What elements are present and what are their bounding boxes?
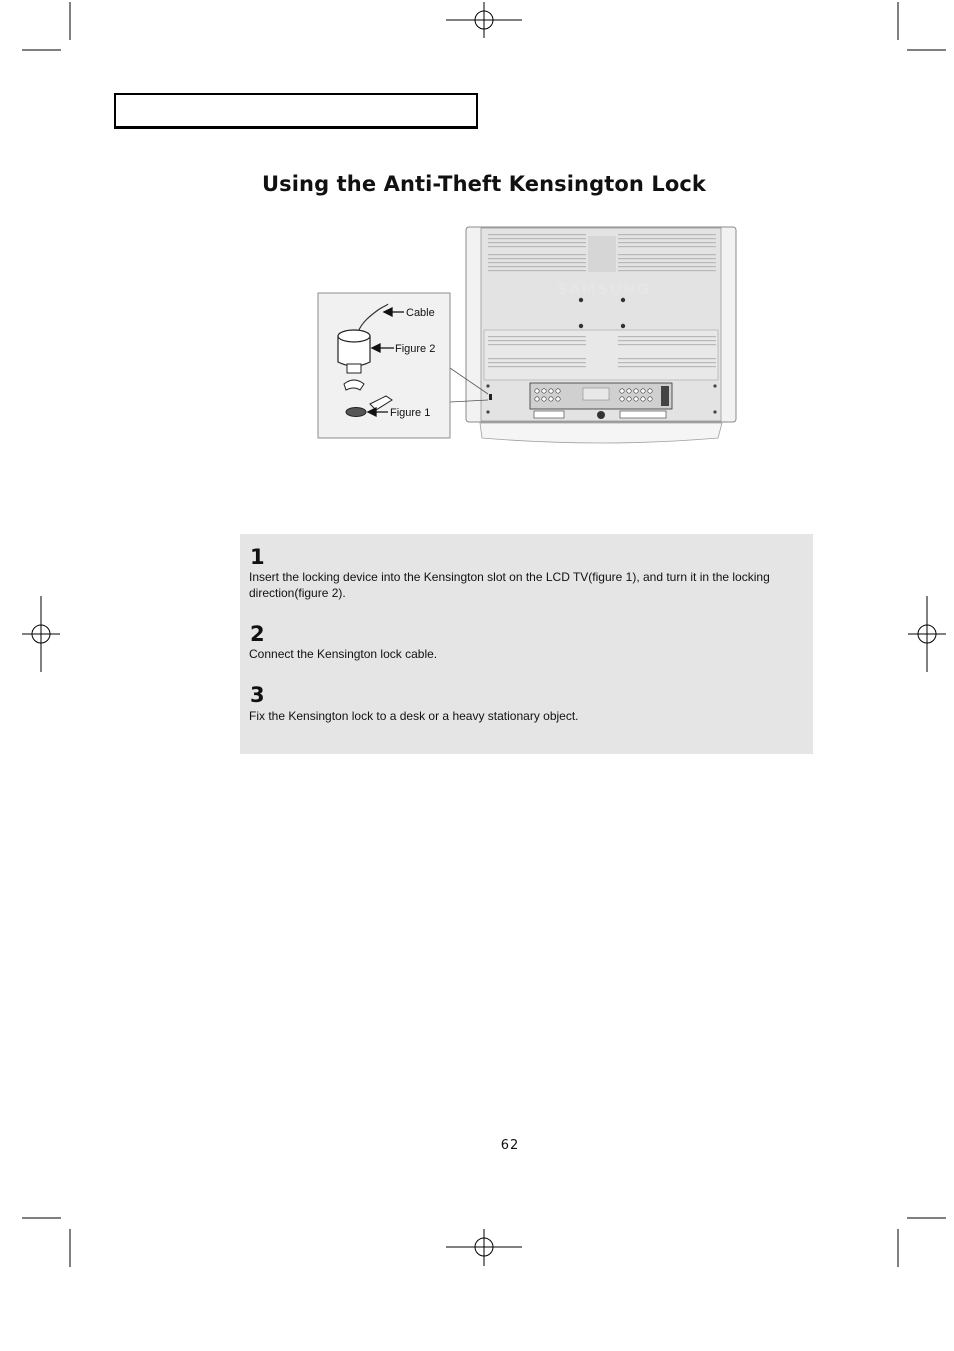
tv-stand <box>480 423 722 443</box>
step-1-number: 1 <box>250 545 265 569</box>
step-2-text: Connect the Kensington lock cable. <box>249 647 438 661</box>
lock-detail-inset <box>318 293 450 438</box>
step-2-number: 2 <box>250 622 265 646</box>
label-cable: Cable <box>406 307 435 319</box>
tv-rear-view <box>466 227 736 443</box>
step-3-text: Fix the Kensington lock to a desk or a heavy stationary object. <box>249 709 579 723</box>
label-figure-2: Figure 2 <box>395 343 436 355</box>
steps-panel <box>240 534 813 754</box>
step-3-number: 3 <box>250 683 265 707</box>
kensington-slot <box>489 394 492 400</box>
kensington-lock-illustration <box>316 226 740 448</box>
label-figure-1: Figure 1 <box>390 407 431 419</box>
page-number: 62 <box>500 1138 520 1153</box>
brand-logo: SAMSUNG <box>557 282 651 298</box>
connector-panel <box>530 383 672 419</box>
section-header-box <box>114 93 478 129</box>
page-title: Using the Anti-Theft Kensington Lock <box>262 172 706 196</box>
step-1-text: Insert the locking device into the Kensington slot on the LCD TV(figure 1), and turn it in the locking direction(figure 2). <box>249 570 770 600</box>
